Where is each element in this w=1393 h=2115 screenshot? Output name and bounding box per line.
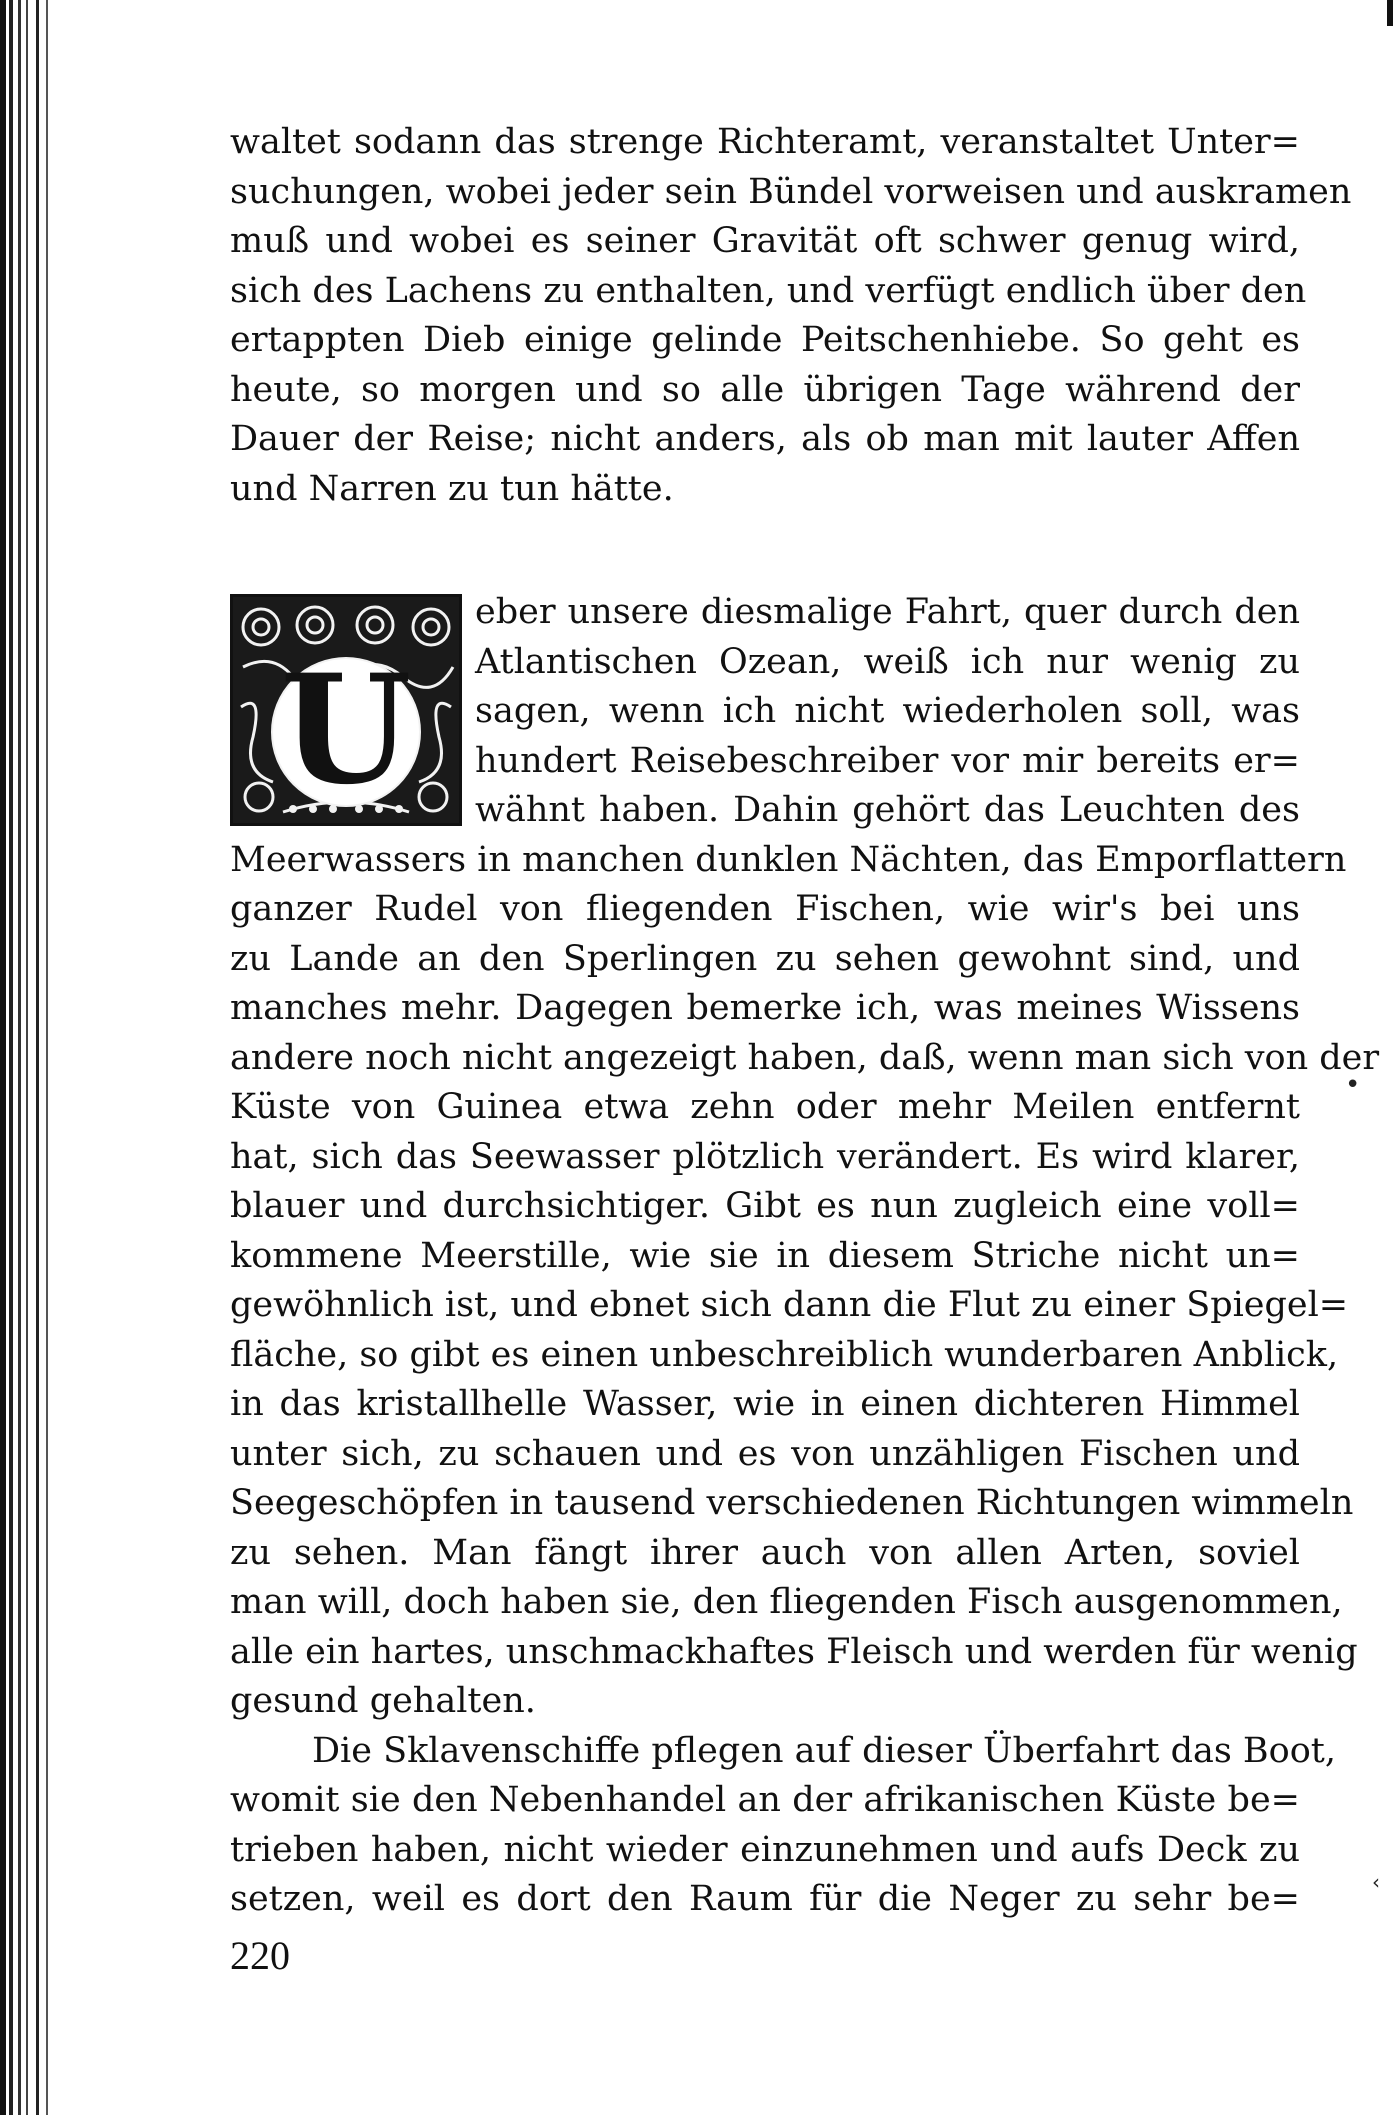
text-line: eber unsere diesmalige Fahrt, quer durch den (475, 592, 1300, 632)
text-line: womit sie den Nebenhandel an der afrikanischen Küste be= (230, 1780, 1300, 1820)
text-line: in das kristallhelle Wasser, wie in einen dichteren Himmel (230, 1384, 1300, 1424)
margin-tick-icon: ‹ (1372, 1870, 1380, 1894)
text-line: hat, sich das Seewasser plötzlich verändert. Es wird klarer, (230, 1136, 1300, 1177)
text-line: und Narren zu tun hätte. (230, 468, 674, 509)
book-gutter (0, 0, 60, 2115)
text-line: Meerwassers in manchen dunklen Nächten, das Emporflattern (230, 839, 1347, 880)
text-line: fläche, so gibt es einen unbeschreiblich wunderbaren Anblick, (230, 1334, 1339, 1375)
text-line: kommene Meerstille, wie sie in diesem Striche nicht un= (230, 1235, 1300, 1276)
text-line: Küste von Guinea etwa zehn oder mehr Meilen entfernt (230, 1087, 1300, 1127)
text-line: blauer und durchsichtiger. Gibt es nun zugleich eine voll= (230, 1186, 1300, 1226)
initial-letter: U (280, 642, 412, 818)
text-line: Atlantischen Ozean, weiß ich nur wenig zu (475, 641, 1300, 682)
text-line: zu Lande an den Sperlingen zu sehen gewohnt sind, und (230, 938, 1300, 979)
margin-dot-icon: • (1345, 1070, 1361, 1100)
text-line: waltet sodann das strenge Richteramt, veranstaltet Unter= (230, 122, 1300, 162)
paragraph-2 (230, 588, 1380, 1727)
text-line: alle ein hartes, unschmackhaftes Fleisch und werden für wenig (230, 1631, 1358, 1672)
text-line: ganzer Rudel von fliegenden Fischen, wie wir's bei uns (230, 889, 1300, 929)
text-line: sich des Lachens zu enthalten, und verfügt endlich über den (230, 270, 1307, 311)
text-line: hundert Reisebeschreiber vor mir bereits er= (475, 740, 1300, 781)
text-line: heute, so morgen und so alle übrigen Tage während der (230, 369, 1300, 410)
page-number: 220 (230, 1932, 290, 1978)
text-line: manches mehr. Dagegen bemerke ich, was meines Wissens (230, 988, 1300, 1028)
text-line: Dauer der Reise; nicht anders, als ob man mit lauter Affen (230, 419, 1300, 459)
text-line: trieben haben, nicht wieder einzunehmen und aufs Deck zu (230, 1829, 1300, 1870)
text-line: setzen, weil es dort den Raum für die Neger zu sehr be= (230, 1879, 1300, 1919)
text-line: zu sehen. Man fängt ihrer auch von allen Arten, soviel (230, 1532, 1300, 1573)
page-body (230, 118, 1380, 1981)
text-line: andere noch nicht angezeigt haben, daß, wenn man sich von der (230, 1037, 1380, 1078)
text-line: muß und wobei es seiner Gravität oft schwer genug wird, (230, 221, 1300, 261)
text-line: gewöhnlich ist, und ebnet sich dann die Flut zu einer Spiegel= (230, 1285, 1349, 1325)
paragraph-3 (230, 1727, 1336, 1925)
text-line: suchungen, wobei jeder sein Bündel vorweisen und auskramen (230, 171, 1352, 212)
text-line: wähnt haben. Dahin gehört das Leuchten des (475, 790, 1300, 830)
decorated-initial (230, 594, 462, 826)
text-line: man will, doch haben sie, den fliegenden Fisch ausgenommen, (230, 1582, 1343, 1622)
section-gap (230, 514, 1300, 588)
text-line: Die Sklavenschiffe pflegen auf dieser Überfahrt das Boot, (312, 1730, 1336, 1771)
paragraph-1 (230, 118, 1352, 514)
text-line: ertappten Dieb einige gelinde Peitschenhiebe. So geht es (230, 320, 1300, 360)
text-line: sagen, wenn ich nicht wiederholen soll, was (475, 691, 1300, 731)
page-corner-mark (1387, 0, 1393, 26)
text-line: gesund gehalten. (230, 1681, 536, 1721)
text-line: unter sich, zu schauen und es von unzähligen Fischen und (230, 1433, 1300, 1474)
text-line: Seegeschöpfen in tausend verschiedenen Richtungen wimmeln (230, 1483, 1354, 1523)
